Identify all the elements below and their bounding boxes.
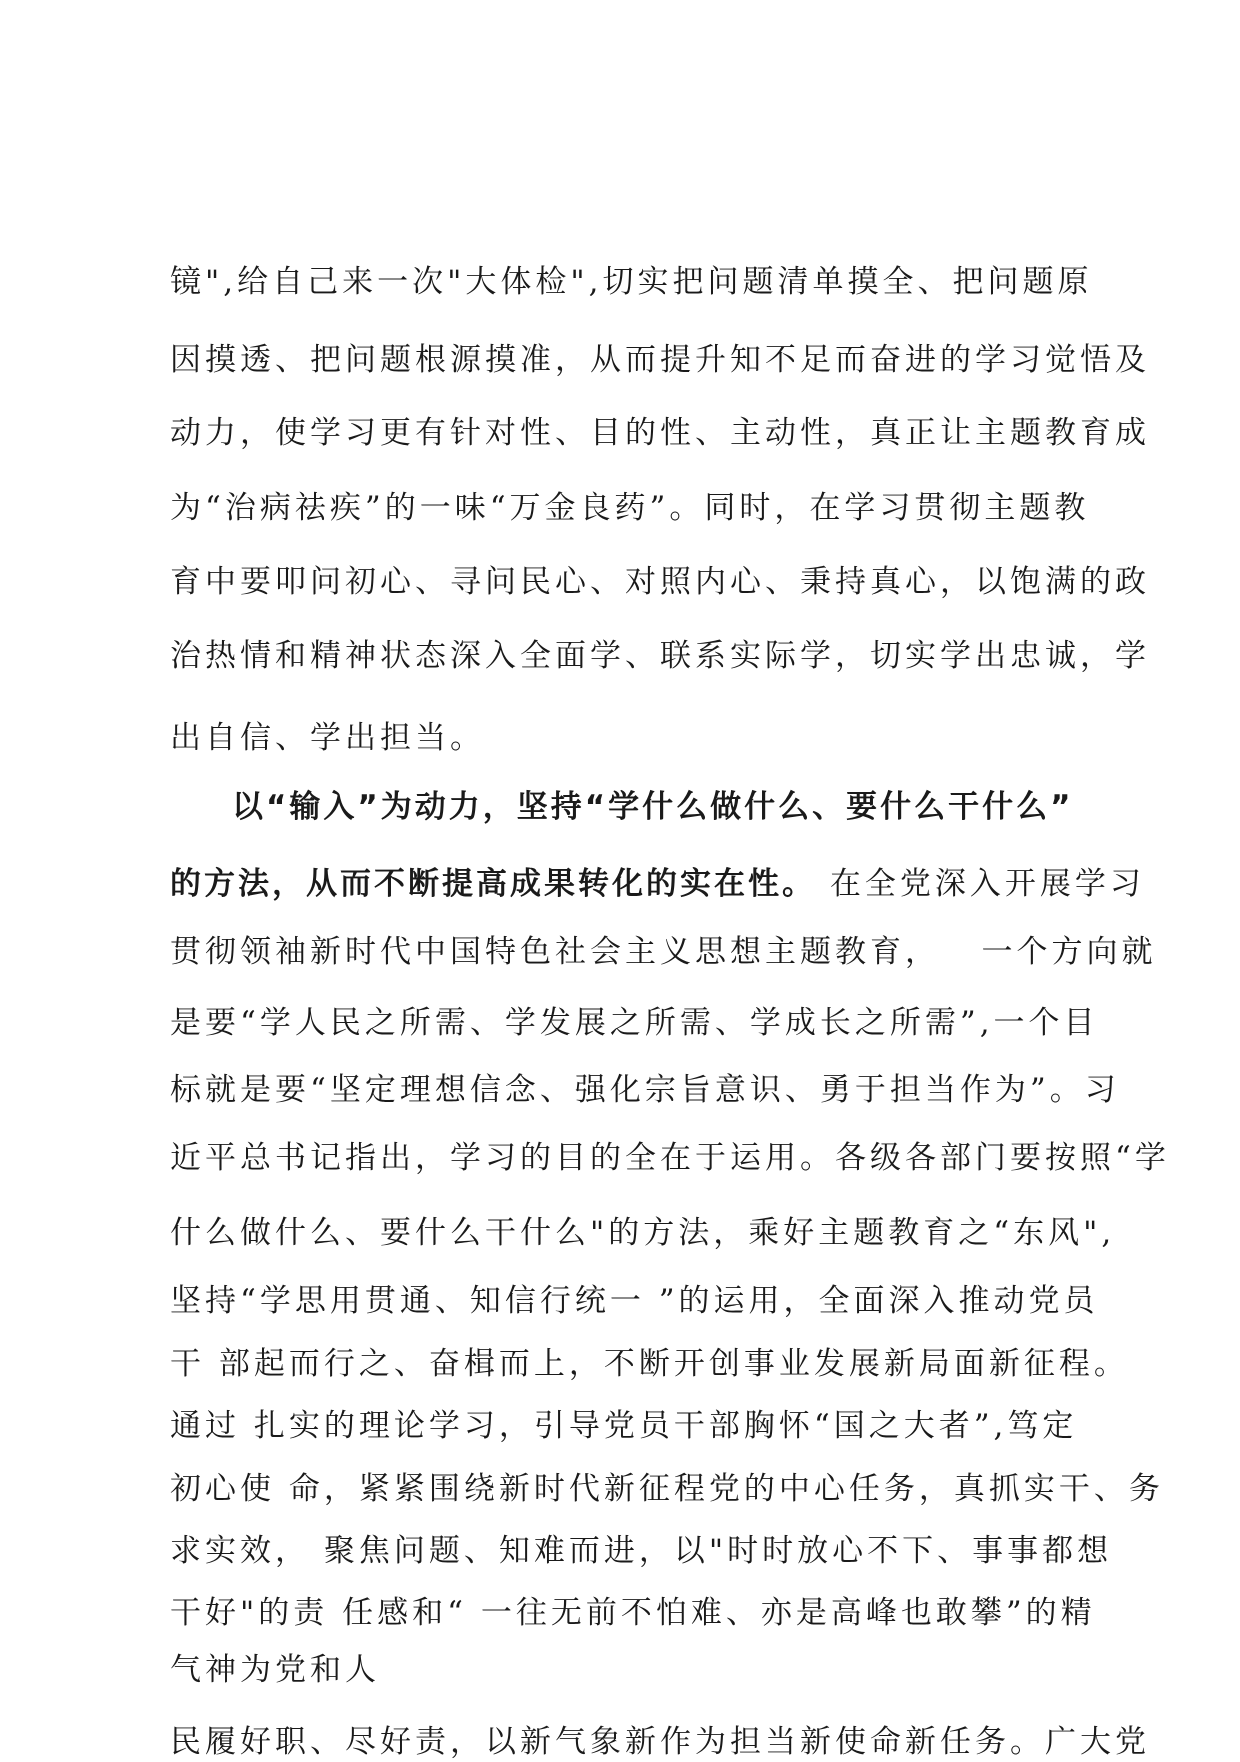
body-text-line: 出自信、学出担当。 — [170, 720, 485, 756]
body-text-line: 干好"的责 任感和“ 一往无前不怕难、亦是高峰也敢攀”的精 — [170, 1595, 1096, 1631]
body-text-line: 近平总书记指出，学习的目的全在于运用。各级各部门要按照“学 — [170, 1140, 1170, 1176]
body-text-segment: 在全党深入开展学习 — [829, 866, 1145, 902]
body-text-line: 民履好职、尽好责，以新气象新作为担当新使命新任务。广大党 — [170, 1724, 1150, 1760]
body-text-line: 镜",给自己来一次"大体检",切实把问题清单摸全、把问题原 — [170, 264, 1093, 300]
body-text-line — [170, 864, 1145, 904]
body-text-line: 求实效， 聚焦问题、知难而进，以"时时放心不下、事事都想 — [170, 1533, 1113, 1569]
bold-heading-text: 的方法，从而不断提高成果转化的实在性。 — [170, 866, 816, 902]
body-text-line: 坚持“学思用贯通、知信行统一 ”的运用，全面深入推动党员 — [170, 1283, 1099, 1319]
body-text-line: 动力，使学习更有针对性、目的性、主动性，真正让主题教育成 — [170, 415, 1150, 451]
bold-heading-line: 以“输入”为动力，坚持“学什么做什么、要什么干什么” — [232, 789, 1074, 825]
body-text-line: 是要“学人民之所需、学发展之所需、学成长之所需”,一个目 — [170, 1005, 1099, 1041]
body-text-line: 气神为党和人 — [170, 1652, 380, 1688]
body-text-line: 通过 扎实的理论学习，引导党员干部胸怀“国之大者”,笃定 — [170, 1408, 1078, 1444]
body-text-line: 因摸透、把问题根源摸准，从而提升知不足而奋进的学习觉悟及 — [170, 342, 1150, 378]
body-text-line: 为“治病祛疾”的一味“万金良药”。同时，在学习贯彻主题教 — [170, 490, 1090, 526]
body-text-line: 什么做什么、要什么干什么"的方法，乘好主题教育之“东风", — [170, 1215, 1116, 1251]
body-text-line: 初心使 命，紧紧围绕新时代新征程党的中心任务，真抓实干、务 — [170, 1471, 1164, 1507]
body-text-line: 标就是要“坚定理想信念、强化宗旨意识、勇于担当作为”。习 — [170, 1072, 1120, 1108]
body-text-line: 贯彻领袖新时代中国特色社会主义思想主题教育， 一个方向就 — [170, 934, 1157, 970]
body-text-line: 治热情和精神状态深入全面学、联系实际学，切实学出忠诚，学 — [170, 638, 1150, 674]
body-text-line: 育中要叩问初心、寻问民心、对照内心、秉持真心，以饱满的政 — [170, 564, 1150, 600]
body-text-line: 干 部起而行之、奋楫而上，不断开创事业发展新局面新征程。 — [170, 1346, 1129, 1382]
